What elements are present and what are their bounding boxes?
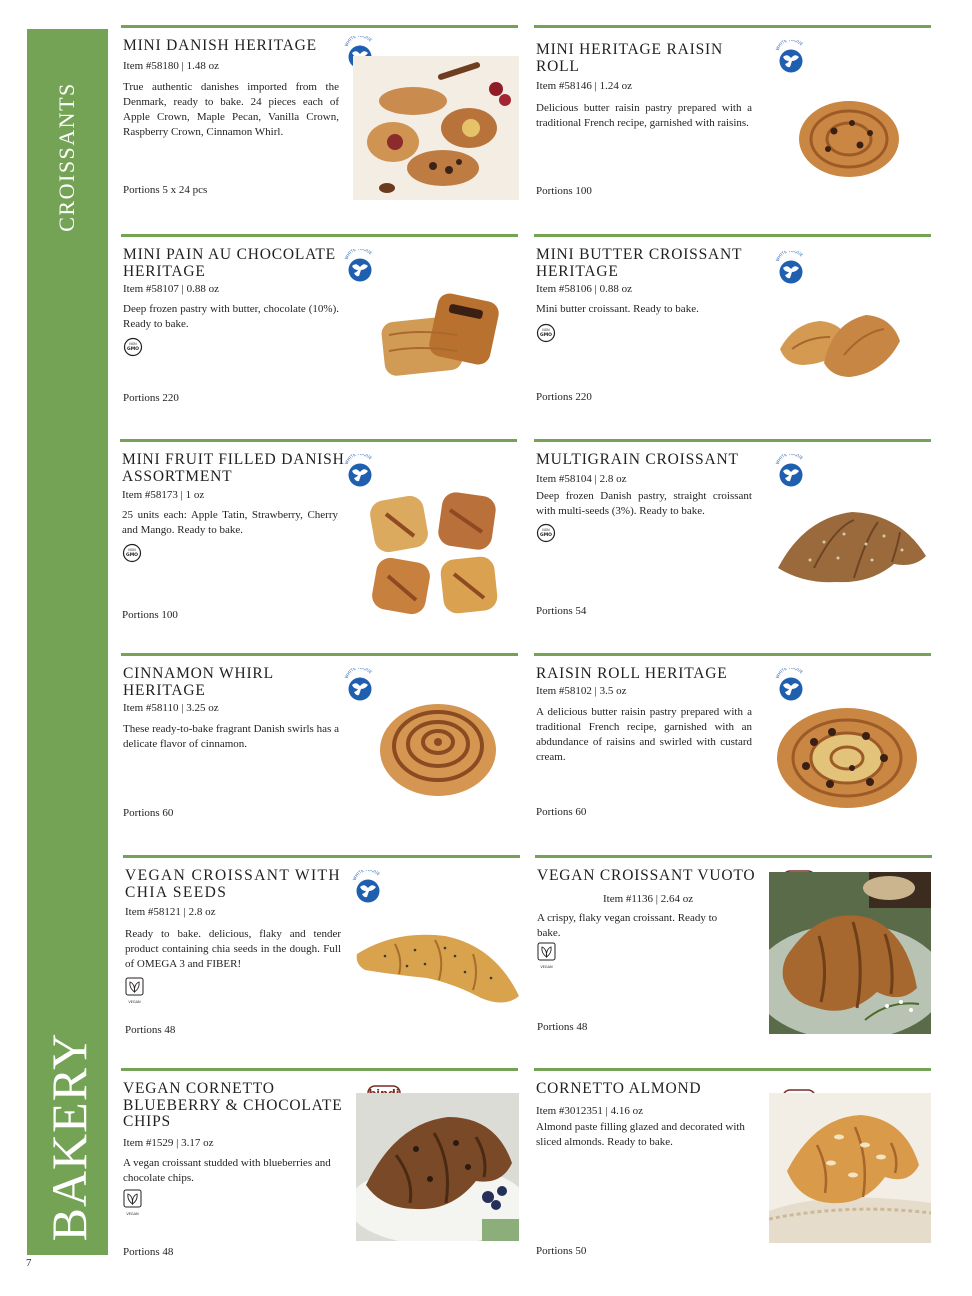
raisin-roll-photo (794, 93, 904, 183)
product-item-number: Item #58104 | 2.8 oz (536, 473, 627, 485)
white-toque-logo-icon (343, 668, 377, 706)
product-item-number: Item #1136 | 2.64 oz (603, 893, 694, 905)
white-toque-logo-icon (774, 454, 808, 492)
non-gmo-icon (123, 337, 143, 357)
sidebar (27, 29, 108, 1255)
white-toque-logo-icon (343, 249, 377, 287)
product-title: MINI FRUIT FILLED DANISH ASSORTMENT (122, 451, 345, 485)
white-toque-logo-icon (351, 870, 385, 908)
product-card-mini-fruit-filled-danish (120, 439, 517, 632)
product-title-text: VEGAN CROISSANT VUOTO (537, 867, 756, 884)
product-card-mini-heritage-raisin-roll (534, 25, 931, 218)
product-card-vegan-croissant-chia (123, 855, 520, 1048)
svg-text:GMO: GMO (540, 333, 552, 338)
butter-croissant-photo (774, 293, 904, 383)
cornetto-almond-photo (769, 1093, 931, 1243)
section-label-croissants: CROISSANTS (54, 82, 79, 232)
white-toque-logo-icon (774, 40, 808, 78)
product-description: These ready-to-bake fragrant Danish swirls has a delicate flavor of cinnamon. (123, 723, 339, 750)
product-card-mini-danish-heritage (121, 25, 518, 218)
product-portions: Portions 48 (123, 1246, 174, 1258)
svg-text:VEGAN: VEGAN (126, 1212, 139, 1216)
vegan-icon (537, 942, 557, 970)
product-card-mini-pain-au-chocolate (121, 234, 518, 427)
vuoto-croissant-photo (769, 872, 931, 1034)
product-portions: Portions 5 x 24 pcs (123, 184, 208, 196)
category-label-bakery: BAKERY (41, 1032, 97, 1242)
svg-text:GMO: GMO (126, 553, 138, 558)
product-title (537, 868, 777, 885)
product-portions: Portions 100 (122, 609, 178, 621)
product-item-number: Item #3012351 | 4.16 oz (536, 1105, 643, 1117)
product-card-vegan-cornetto-blueberry (121, 1068, 518, 1261)
product-title: MULTIGRAIN CROISSANT (536, 451, 739, 468)
product-description: 25 units each: Apple Tatin, Strawberry, Cherry and Mango. Ready to bake. (122, 509, 338, 536)
product-portions: Portions 100 (536, 185, 592, 197)
product-item-number: Item #58110 | 3.25 oz (123, 702, 219, 714)
svg-text:NON: NON (128, 548, 136, 552)
product-title: VEGAN CORNETTO BLUEBERRY & CHOCOLATE CHIPS (123, 1080, 343, 1130)
product-item-number: Item #58180 | 1.48 oz (123, 60, 219, 72)
svg-text:NON: NON (542, 328, 550, 332)
product-portions: Portions 60 (536, 806, 587, 818)
svg-text:NON: NON (542, 528, 550, 532)
vegan-cornetto-blueberry-photo (356, 1093, 519, 1241)
product-item-number: Item #1529 | 3.17 oz (123, 1137, 214, 1149)
product-description: True authentic danishes imported from the Denmark, ready to bake. 24 pieces each of Apple Crown, Maple Pecan, Vanilla Crown, Raspberry Crown, Cinnamon Whirl. (123, 81, 339, 138)
svg-text:GMO: GMO (540, 533, 552, 538)
vegan-icon (125, 977, 145, 1005)
product-card-multigrain-croissant (534, 439, 931, 632)
product-description: Deep frozen Danish pastry, straight croissant with multi-seeds (3%). Ready to bake. (536, 490, 752, 517)
product-title: VEGAN CROISSANT WITH CHIA SEEDS (125, 867, 342, 901)
product-description: Mini butter croissant. Ready to bake. (536, 303, 699, 315)
product-card-cornetto-almond (534, 1068, 931, 1261)
non-gmo-icon (122, 543, 142, 563)
product-portions: Portions 50 (536, 1245, 587, 1257)
product-description: A crispy, flaky vegan croissant. Ready to bake. (537, 912, 718, 939)
product-portions: Portions 220 (536, 391, 592, 403)
product-portions: Portions 54 (536, 605, 587, 617)
product-description: Delicious butter raisin pastry prepared with a traditional French recipe, garnished with raisins. (536, 102, 752, 129)
white-toque-logo-icon (343, 454, 377, 492)
product-description: A vegan croissant studded with blueberries and chocolate chips. (123, 1157, 331, 1184)
vegan-icon (123, 1189, 143, 1217)
mini-danish-photo (353, 56, 519, 200)
svg-text:VEGAN: VEGAN (128, 1000, 141, 1004)
product-description: Almond paste filling glazed and decorated with sliced almonds. Ready to bake. (536, 1121, 745, 1148)
product-title: CINNAMON WHIRL HERITAGE (123, 665, 274, 699)
product-portions: Portions 48 (125, 1024, 176, 1036)
cinnamon-whirl-photo (377, 696, 499, 800)
product-description: A delicious butter raisin pastry prepared with a traditional French recipe, garnished with an abdundance of raisins and swirled with custard cream. (536, 706, 752, 763)
product-title: MINI PAIN AU CHOCOLATE HERITAGE (123, 246, 336, 280)
product-card-raisin-roll-heritage (534, 653, 931, 846)
raisin-roll-heritage-photo (774, 702, 920, 810)
product-item-number: Item #58107 | 0.88 oz (123, 283, 219, 295)
svg-text:GMO: GMO (127, 347, 139, 352)
product-item-number: Item #58102 | 3.5 oz (536, 685, 627, 697)
product-card-vegan-croissant-vuoto (535, 855, 932, 1048)
product-title: MINI HERITAGE RAISIN ROLL (536, 41, 723, 75)
product-item-number: Item #58121 | 2.8 oz (125, 906, 216, 918)
fruit-danish-photo (368, 492, 500, 618)
vegan-chia-croissant-photo (355, 926, 521, 1014)
product-portions: Portions 48 (537, 1021, 588, 1033)
multigrain-croissant-photo (774, 498, 930, 590)
product-description: Deep frozen pastry with butter, chocolate (10%). Ready to bake. (123, 303, 339, 330)
svg-text:NON: NON (129, 342, 137, 346)
product-card-mini-butter-croissant (534, 234, 931, 427)
product-title: MINI DANISH HERITAGE (123, 37, 317, 54)
non-gmo-icon (536, 523, 556, 543)
svg-text:VEGAN: VEGAN (540, 965, 553, 969)
white-toque-logo-icon (774, 668, 808, 706)
product-title: RAISIN ROLL HERITAGE (536, 665, 728, 682)
product-item-number: Item #58106 | 0.88 oz (536, 283, 632, 295)
pain-au-chocolat-photo (379, 289, 501, 381)
non-gmo-icon (536, 323, 556, 343)
product-title: CORNETTO ALMOND (536, 1080, 702, 1097)
product-title: MINI BUTTER CROISSANT HERITAGE (536, 246, 742, 280)
white-toque-logo-icon (774, 251, 808, 289)
product-portions: Portions 60 (123, 807, 174, 819)
page-number: 7 (26, 1257, 32, 1269)
product-description: Ready to bake. delicious, flaky and tender product containing chia seeds in the dough. Full of OMEGA 3 and FIBER! (125, 928, 341, 970)
product-portions: Portions 220 (123, 392, 179, 404)
product-card-cinnamon-whirl-heritage (121, 653, 518, 846)
product-item-number: Item #58146 | 1.24 oz (536, 80, 632, 92)
product-item-number: Item #58173 | 1 oz (122, 489, 205, 501)
